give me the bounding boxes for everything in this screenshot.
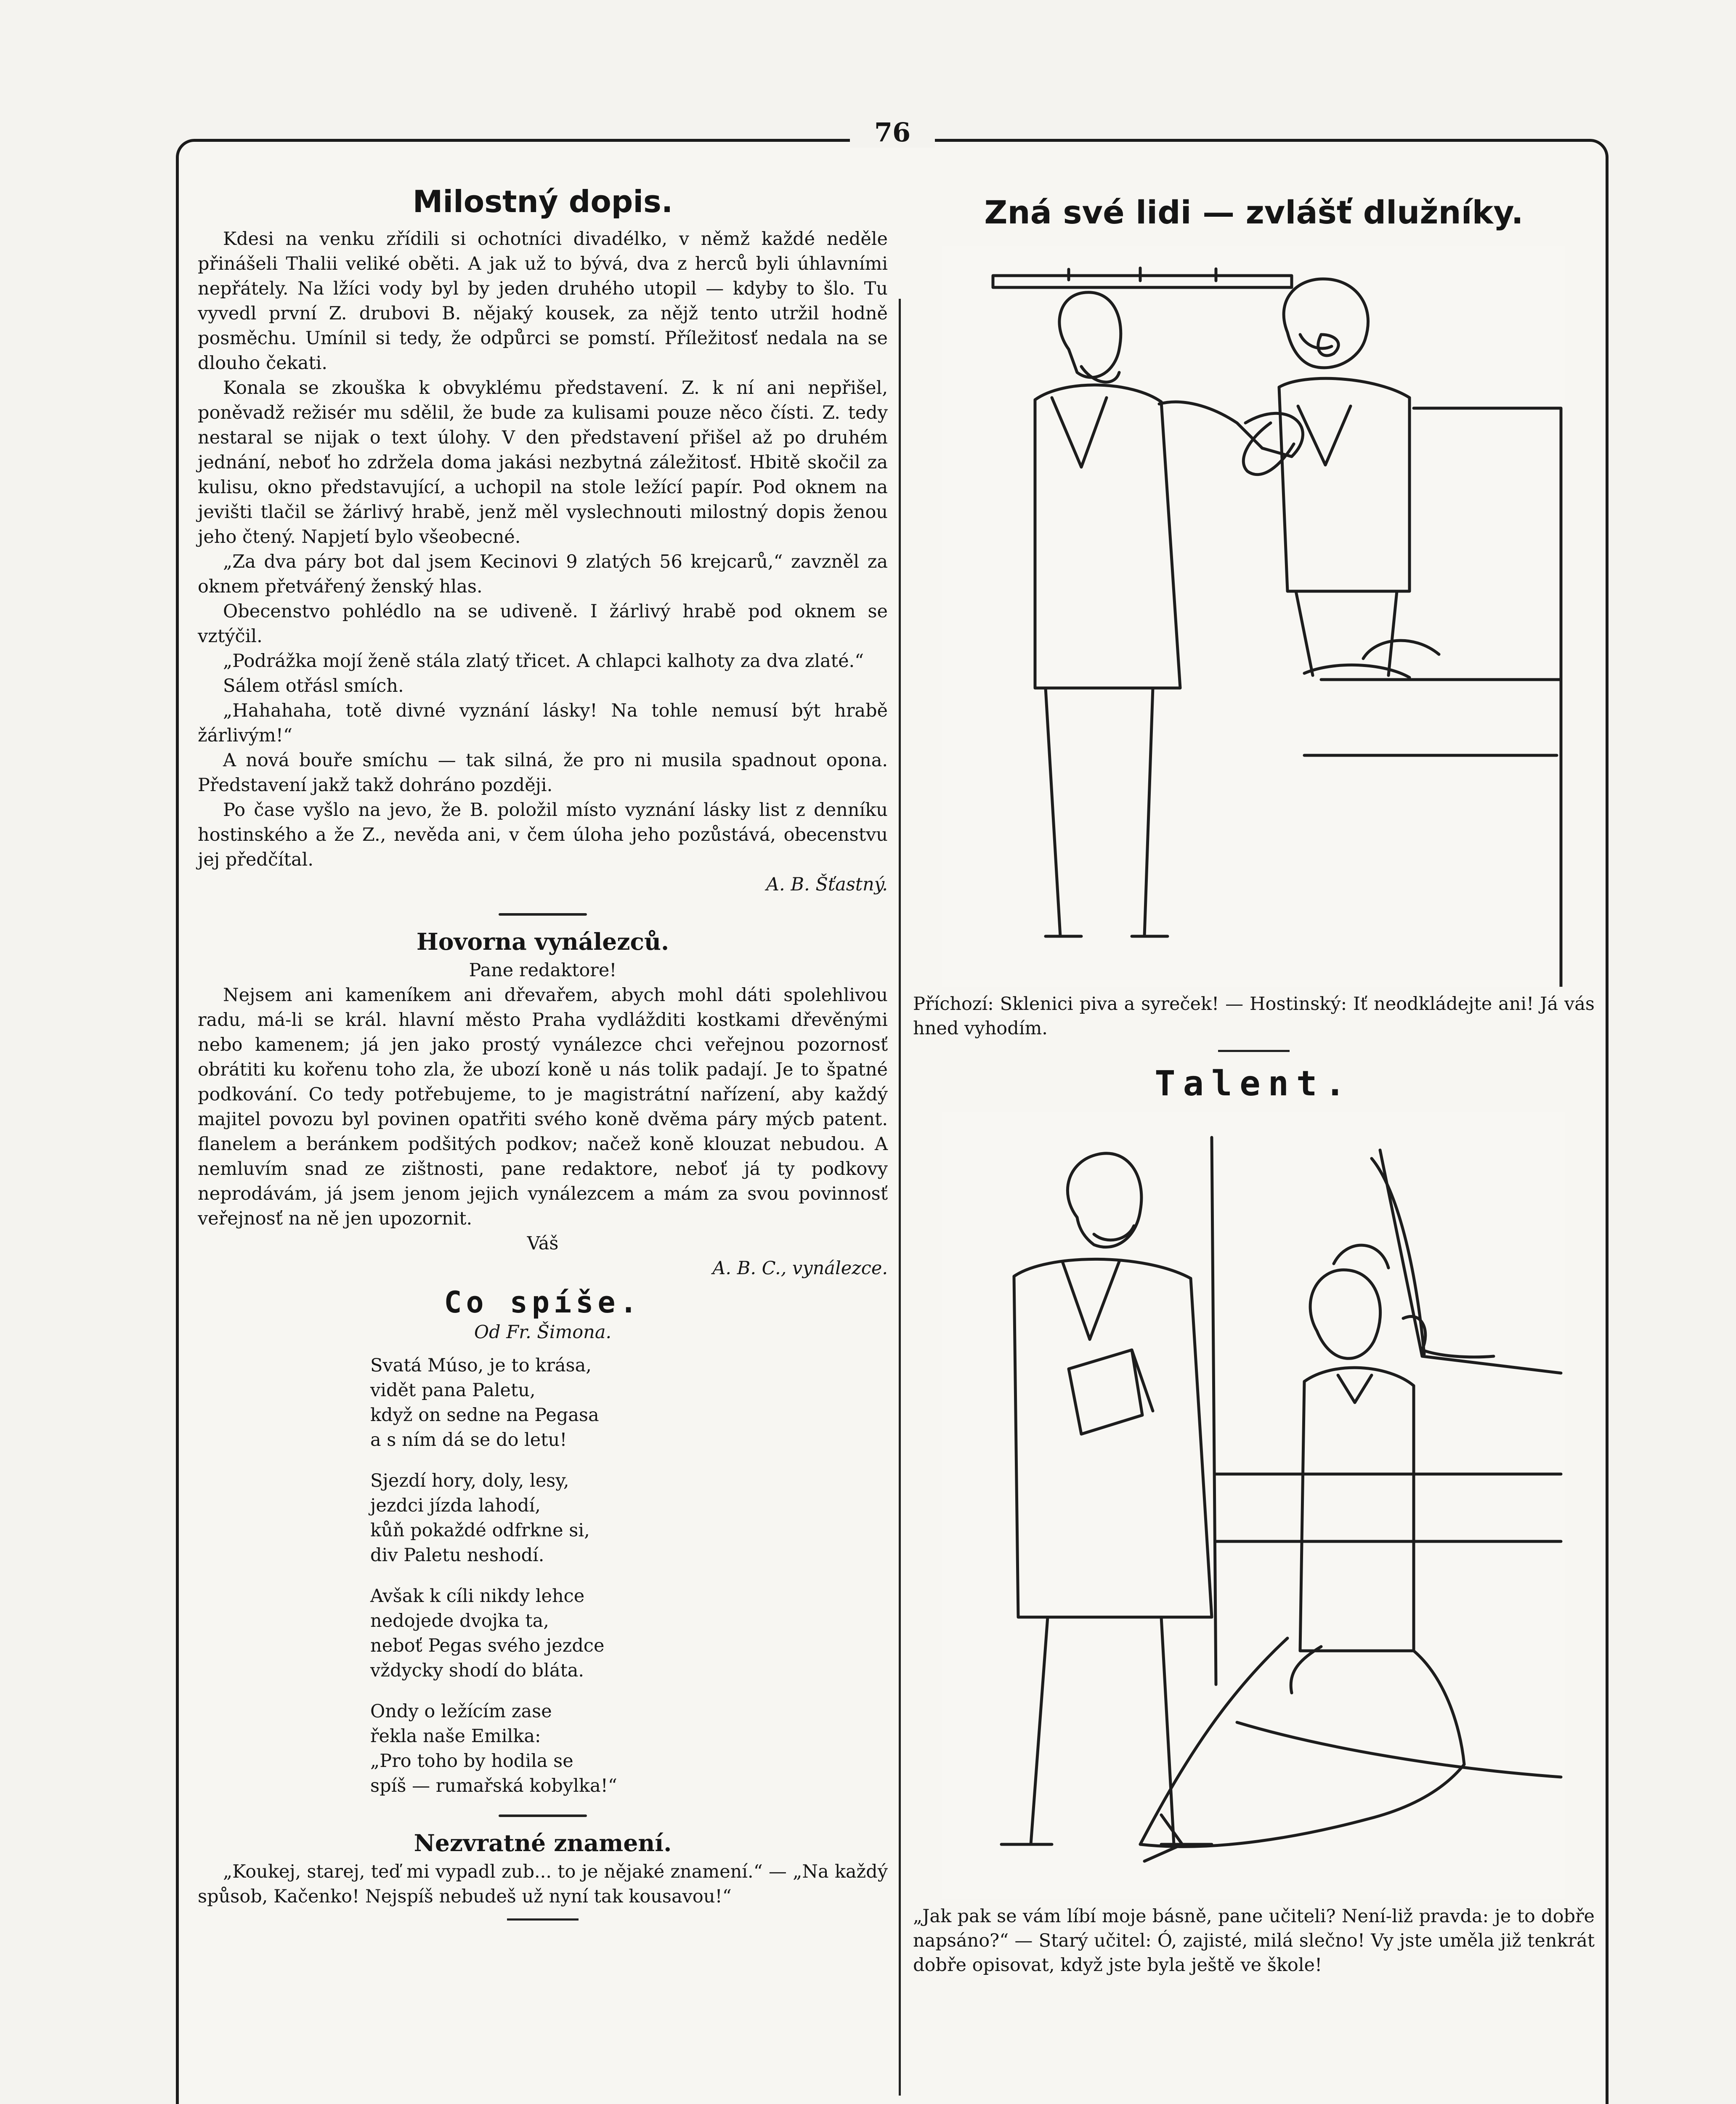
cartoon1-title: Zná své lidi — zvlášť dlužníky. bbox=[984, 194, 1524, 231]
poem-line: a s ním dá se do letu! bbox=[370, 1429, 567, 1450]
hovorna-salutation: Pane redaktore! bbox=[469, 960, 617, 981]
talent-cartoon-illustration bbox=[942, 1112, 1565, 1899]
end-rule bbox=[507, 1918, 579, 1921]
poem-line: když on sedne na Pegasa bbox=[370, 1405, 599, 1426]
hovorna-signature: A. B. C., vynálezce. bbox=[712, 1258, 888, 1279]
poem-author: Od Fr. Šimona. bbox=[474, 1322, 612, 1343]
nezvratne-title: Nezvratné znamení. bbox=[414, 1829, 672, 1857]
poem-stanza bbox=[370, 1699, 888, 1798]
poem-line: vždycky shodí do bláta. bbox=[370, 1660, 584, 1681]
milostny-signature: A. B. Šťastný. bbox=[766, 874, 888, 895]
tavern-cartoon-illustration bbox=[942, 246, 1565, 987]
cartoon2-title: Talent. bbox=[1155, 1064, 1353, 1104]
poem bbox=[370, 1353, 888, 1798]
poem-line: neboť Pegas svého jezdce bbox=[370, 1635, 605, 1656]
poem-line: řekla naše Emilka: bbox=[370, 1726, 541, 1747]
cartoon2-caption: „Jak pak se vám líbí moje básně, pane učiteli? Není-liž pravda: je to dobře napsáno?“ — Starý učitel: Ó, zajisté, milá slečno! Vy jste uměla již tenkrát dobře opisovat, když jste byla ještě ve škole! bbox=[913, 1906, 1595, 1976]
milostny-paragraph: Kdesi na venku zřídili si ochotníci divadélko, v němž každé neděle přinášeli Thalii veliké oběti. A jak už to bývá, dva z herců byli úhlavními nepřátely. Na lžíci vody byl by jeden druhého utopil — kdyby to šlo. Tu vyvedl první Z. drubovi B. nějaký kousek, za nějž tento utržil hodně posměchu. Umínil si tedy, že odpůrci se pomstí. Příležitosť nedala na se dlouho čekati. bbox=[198, 228, 888, 374]
page-number: 76 bbox=[850, 117, 935, 148]
poem-line: nedojede dvojka ta, bbox=[370, 1610, 549, 1631]
poem-line: div Paletu neshodí. bbox=[370, 1545, 544, 1566]
poem-line: Ondy o ležícím zase bbox=[370, 1701, 552, 1722]
milostny-paragraph: Po čase vyšlo na jevo, že B. položil místo vyznání lásky list z denníku hostinského a že Z., nevěda ani, v čem úloha jeho pozůstává, obecenstvu jej předčítal. bbox=[198, 800, 888, 870]
milostny-paragraph: „Podrážka mojí ženě stála zlatý třicet. A chlapci kalhoty za dva zlaté.“ bbox=[223, 651, 864, 672]
poem-line: „Pro toho by hodila se bbox=[370, 1751, 573, 1772]
hovorna-closing: Váš bbox=[527, 1233, 559, 1254]
caption-divider bbox=[1218, 1050, 1290, 1052]
milostny-paragraph: Konala se zkouška k obvyklému představení. Z. k ní ani nepřišel, poněvadž režisér mu sdělil, že bude za kulisami pouze něco čísti. Z. tedy nestaral se nijak o text úlohy. V den představení přišel až po druhém jednání, neboť ho zdržela doma jakási nezbytná záležitosť. Hbitě skočil za kulisu, okno představující, a uchopil na stole ležící papír. Pod oknem na jevišti tlačil se žárlivý hrabě, jenž měl vyslechnouti milostný dopis ženou jeho čtený. Napjetí bylo všeobecné. bbox=[198, 377, 888, 547]
poem-line: jezdci jízda lahodí, bbox=[370, 1495, 541, 1516]
milostny-paragraph: „Hahahaha, totě divné vyznání lásky! Na tohle nemusí být hrabě žárlivým!“ bbox=[198, 700, 888, 746]
poem-title: Co spíše. bbox=[444, 1285, 642, 1320]
hovorna-title: Hovorna vynálezců. bbox=[416, 928, 669, 955]
section-ornament bbox=[499, 913, 587, 916]
tavern-cartoon-svg bbox=[942, 246, 1565, 987]
hovorna-body: Nejsem ani kameníkem ani dřevařem, abych mohl dáti spolehlivou radu, má-li se král. hlavní město Praha vydlážditi kostkami dřevěnými nebo kamenem; já jen jako prostý vynálezce chci veřejnou pozornosť obrátiti ku kořenu toho zla, že ubozí koně u nás tolik padají. Je to špatné podkování. Co tedy potřebujeme, to je magistrátní nařízení, aby každý majitel povozu byl povinen opatřiti svého koně dvěma páry mýcb patent. flanelem a beránkem podšitých podkov; načež koně klouzat nebudou. A nemluvím snad ze zištnosti, pane redaktore, neboť já ty podkovy neprodávám, já jsem jenom jejich vynálezcem a mám za svou povinnosť veřejnosť na ně jen upozornit. bbox=[198, 985, 888, 1229]
poem-line: Sjezdí hory, doly, lesy, bbox=[370, 1470, 569, 1491]
column-divider bbox=[899, 299, 901, 2096]
poem-line: Svatá Múso, je to krása, bbox=[370, 1355, 592, 1376]
poem-stanza bbox=[370, 1353, 888, 1453]
section-ornament bbox=[499, 1814, 587, 1817]
nezvratne-body: „Koukej, starej, teď mi vypadl zub... to je nějaké znamení.“ — „Na každý spůsob, Kačenko! Nejspíš nebudeš už nyní tak kousavou!“ bbox=[198, 1861, 888, 1907]
milostny-title: Milostný dopis. bbox=[412, 184, 673, 219]
milostny-paragraph: Obecenstvo pohlédlo na se udiveně. I žárlivý hrabě pod oknem se vztýčil. bbox=[198, 601, 888, 647]
right-column bbox=[913, 181, 1595, 1977]
left-column bbox=[198, 181, 888, 1921]
poem-line: Avšak k cíli nikdy lehce bbox=[370, 1586, 585, 1607]
milostny-paragraph: A nová bouře smíchu — tak silná, že pro ni musila spadnout opona. Představení jakž takž dohráno později. bbox=[198, 750, 888, 796]
poem-stanza bbox=[370, 1469, 888, 1568]
cartoon1-caption: Příchozí: Sklenici piva a syreček! — Hostinský: Iť neodkládejte ani! Já vás hned vyhodím. bbox=[913, 994, 1595, 1039]
poem-line: kůň pokaždé odfrkne si, bbox=[370, 1520, 590, 1541]
milostny-paragraph: Sálem otřásl smích. bbox=[223, 675, 404, 696]
poem-line: spíš — rumařská kobylka!“ bbox=[370, 1775, 617, 1796]
milostny-paragraph: „Za dva páry bot dal jsem Kecinovi 9 zlatých 56 krejcarů,“ zavzněl za oknem přetvářený ženský hlas. bbox=[198, 551, 888, 597]
poem-line: vidět pana Paletu, bbox=[370, 1380, 536, 1401]
poem-stanza bbox=[370, 1584, 888, 1683]
talent-cartoon-svg bbox=[942, 1112, 1565, 1899]
